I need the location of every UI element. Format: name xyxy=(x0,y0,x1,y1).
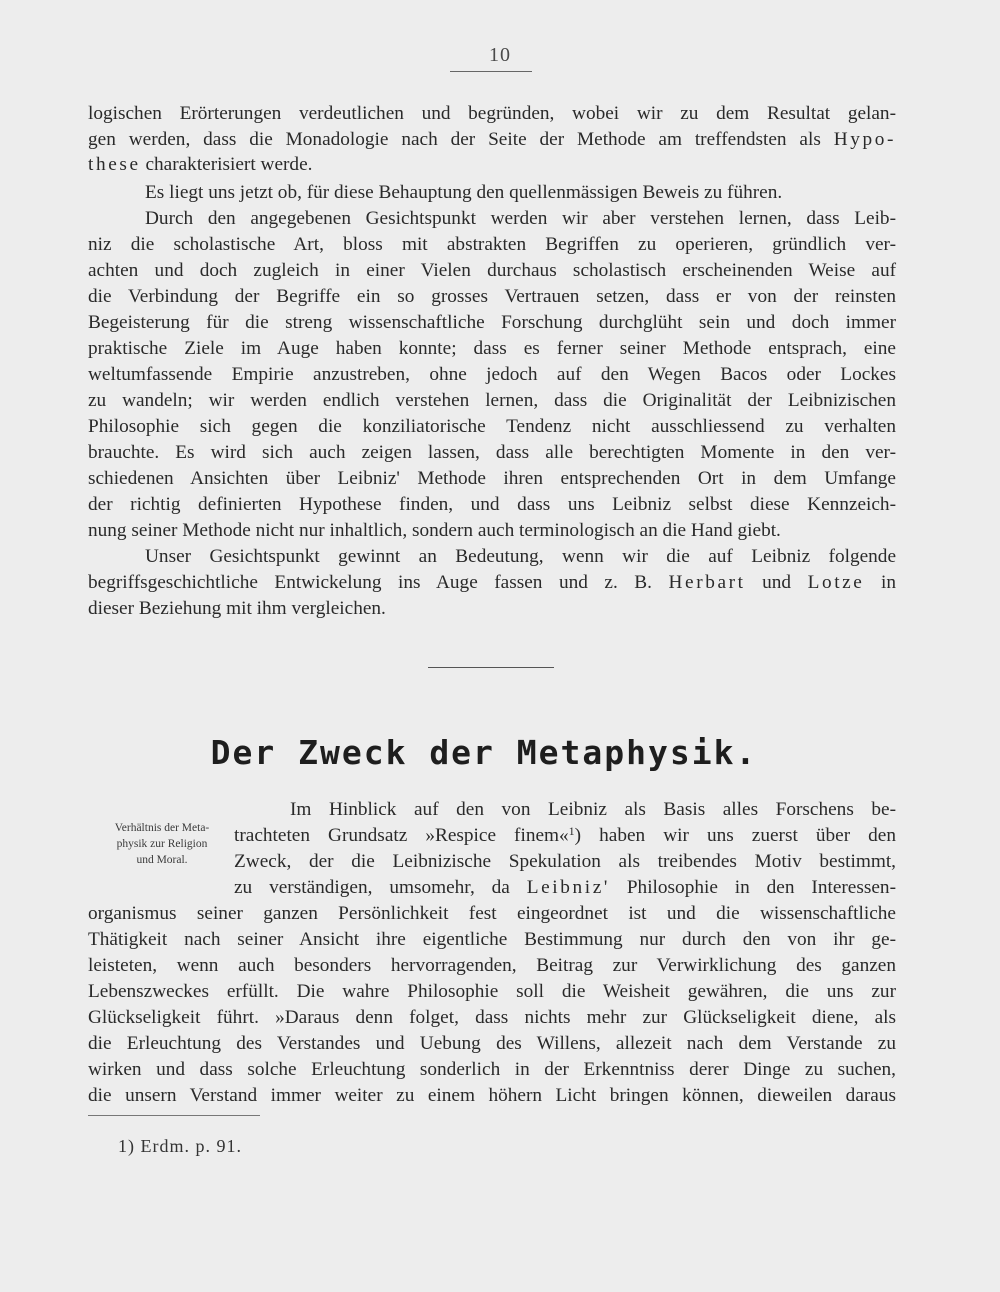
text-line: praktische Ziele im Auge haben konnte; dass es ferner seiner Methode entsprach, eine xyxy=(88,338,896,359)
emphasis-word: Herbart xyxy=(668,572,746,593)
text-fragment: trachteten Grundsatz »Respice finem« xyxy=(234,825,569,846)
text-fragment: haben wir uns zuerst über den xyxy=(581,825,897,846)
text-line xyxy=(234,875,896,901)
text-fragment: charakterisiert werde. xyxy=(140,154,313,175)
text-line: die Verbindung der Begriffe ein so grosses Vertrauen setzen, dass er von der reinsten xyxy=(88,286,896,307)
text-line: dieser Beziehung mit ihm vergleichen. xyxy=(88,598,386,619)
text-line: Im Hinblick auf den von Leibniz als Basis alles Forschens be- xyxy=(290,799,896,820)
text-line: der richtig definierten Hypothese finden, und dass uns Leibniz selbst diese Kennzeich- xyxy=(88,494,896,515)
text-line: organismus seiner ganzen Persönlichkeit fest eingeordnet ist und die wissenschaftliche xyxy=(88,903,896,924)
text-fragment: begriffsgeschichtliche Entwickelung ins Auge fassen und z. B. xyxy=(88,572,669,593)
margin-note-line: physik zur Religion xyxy=(116,838,208,850)
text-line: achten und doch zugleich in einer Vielen durchaus scholastisch erscheinenden Weise auf xyxy=(88,260,896,281)
text-fragment: in xyxy=(864,572,897,593)
section-divider xyxy=(428,667,554,668)
footnote-rule xyxy=(88,1115,260,1116)
text-fragment: gen werden, dass die Monadologie nach der Seite der Methode am treffendsten als xyxy=(88,129,834,150)
footnote: 1) Erdm. p. 91. xyxy=(118,1136,242,1156)
margin-note-line: Verhältnis der Meta- xyxy=(114,822,210,834)
margin-note xyxy=(94,820,230,868)
emphasis-word: Hypo- xyxy=(833,129,896,150)
text-line: weltumfassende Empirie anzustreben, ohne jedoch auf den Wegen Bacos oder Lockes xyxy=(88,364,896,385)
text-line: Begeisterung für die streng wissenschaftliche Forschung durchglüht sein und doch immer xyxy=(88,312,896,333)
text-line: Glückseligkeit führt. »Daraus denn folget, dass nichts mehr zur Glückseligkeit diene, als xyxy=(88,1007,896,1028)
footnote-ref: 1 xyxy=(568,824,575,838)
text-fragment: zu verständigen, umsomehr, da xyxy=(234,877,510,898)
text-line: Thätigkeit nach seiner Ansicht ihre eigentliche Bestimmung nur durch den von ihr ge- xyxy=(88,929,896,950)
text-line xyxy=(88,127,896,153)
text-line: Es liegt uns jetzt ob, für diese Behauptung den quellenmässigen Beweis zu führen. xyxy=(145,182,783,203)
emphasis-word: these xyxy=(88,154,141,175)
emphasis-word: Leibniz' xyxy=(526,877,610,898)
text-line: Philosophie sich gegen die konziliatorische Tendenz nicht ausschliessend zu verhalten xyxy=(88,416,896,437)
emphasis-word: Lotze xyxy=(807,572,865,593)
text-line: Unser Gesichtspunkt gewinnt an Bedeutung, wenn wir die auf Leibniz folgende xyxy=(145,546,896,567)
margin-note-line: und Moral. xyxy=(136,854,188,866)
text-line: Durch den angegebenen Gesichtspunkt werden wir aber verstehen lernen, dass Leib- xyxy=(145,208,896,229)
text-line: Zweck, der die Leibnizische Spekulation als treibendes Motiv bestimmt, xyxy=(234,851,896,872)
section-heading: Der Zweck der Metaphysik. xyxy=(210,733,758,772)
header-rule xyxy=(450,71,532,72)
text-line xyxy=(234,823,896,849)
text-line: logischen Erörterungen verdeutlichen und begründen, wobei wir zu dem Resultat gelan- xyxy=(88,103,896,124)
text-line: leisteten, wenn auch besonders hervorragenden, Beitrag zur Verwirklichung des ganzen xyxy=(88,955,896,976)
text-line: nung seiner Methode nicht nur inhaltlich, sondern auch terminologisch an die Hand giebt. xyxy=(88,520,781,541)
text-line: niz die scholastische Art, bloss mit abstrakten Begriffen zu operieren, gründlich ver- xyxy=(88,234,896,255)
text-line: zu wandeln; wir werden endlich verstehen lernen, dass die Originalität der Leibnizischen xyxy=(88,390,896,411)
text-fragment: Philosophie in den Interessen- xyxy=(609,877,896,898)
text-line: die Erleuchtung des Verstandes und Uebung des Willens, allezeit nach dem Verstande zu xyxy=(88,1033,896,1054)
text-line: wirken und dass solche Erleuchtung sonderlich in der Erkenntniss derer Dinge zu suchen, xyxy=(88,1059,896,1080)
text-fragment: und xyxy=(745,572,808,593)
text-line xyxy=(88,570,896,596)
text-line: Lebenszweckes erfüllt. Die wahre Philosophie soll die Weisheit gewähren, die uns zur xyxy=(88,981,896,1002)
text-line: schiedenen Ansichten über Leibniz' Methode ihren entsprechenden Ort in dem Umfange xyxy=(88,468,896,489)
text-line: die unsern Verstand immer weiter zu einem höhern Licht bringen können, dieweilen daraus xyxy=(88,1085,896,1106)
text-line xyxy=(88,152,896,178)
text-line: brauchte. Es wird sich auch zeigen lassen, dass alle berechtigten Momente in den ver- xyxy=(88,442,896,463)
page-number: 10 xyxy=(489,44,511,66)
text-fragment: ) xyxy=(574,825,582,846)
